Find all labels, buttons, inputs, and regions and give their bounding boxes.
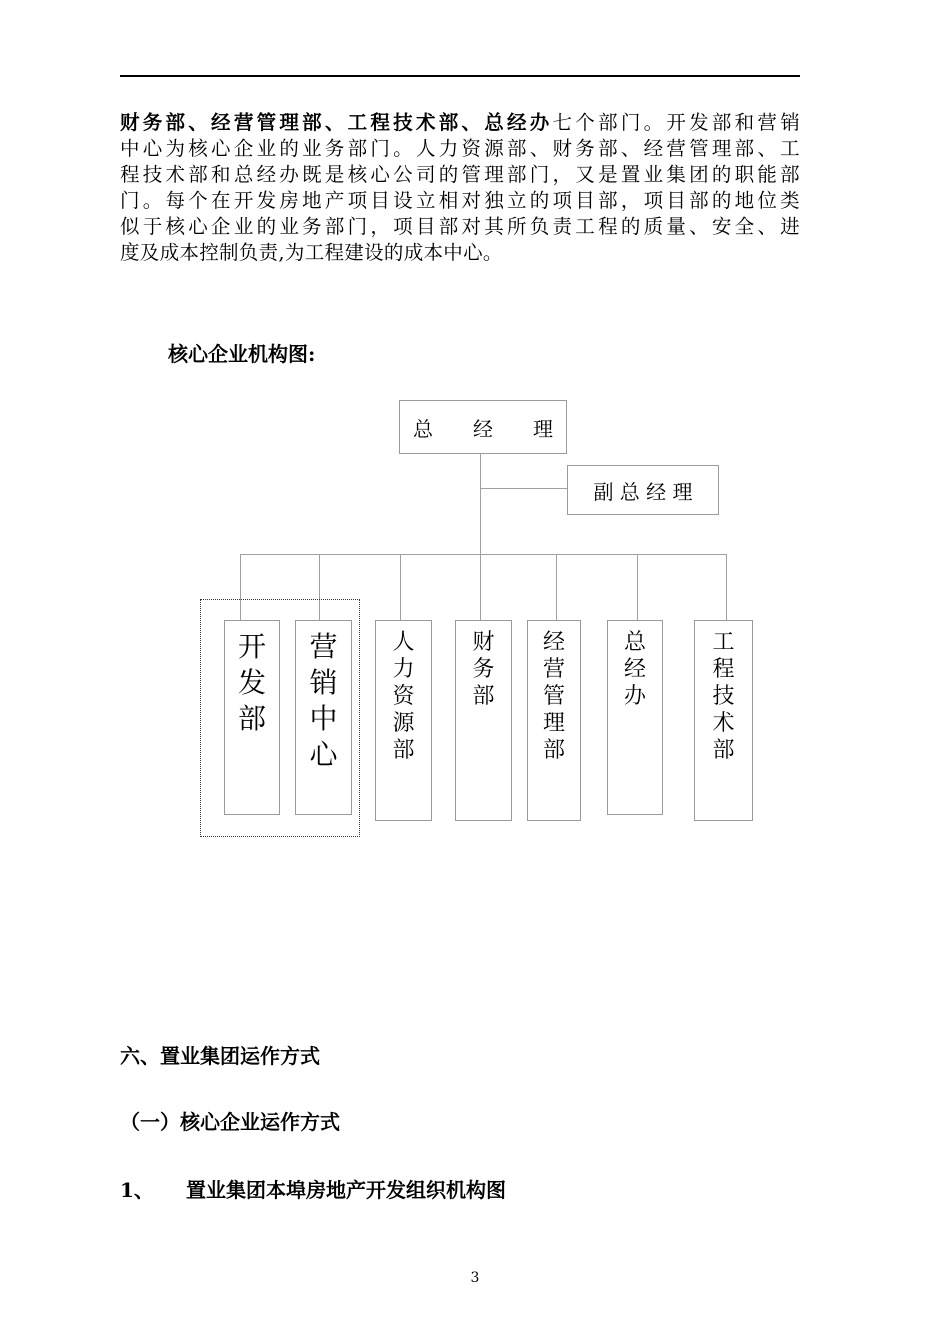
dept-box-dev <box>224 620 280 815</box>
dept-label-char: 部 <box>237 702 266 735</box>
dept-label-char: 总 <box>623 630 646 655</box>
connector-line <box>480 488 568 489</box>
dept-label-char: 资 <box>392 684 415 709</box>
dept-label-char: 源 <box>392 711 415 736</box>
dept-box-gm-office <box>607 620 663 815</box>
paragraph-text: 七个部门。开发部和营销 <box>552 111 800 134</box>
connector-line <box>637 554 638 620</box>
paragraph-line <box>120 240 800 266</box>
section-heading-6-1-1 <box>120 1174 506 1203</box>
dept-box-marketing <box>295 620 352 815</box>
paragraph-text: 程技术部和总经办既是核心公司的管理部门，又是置业集团的职能部 <box>120 163 800 186</box>
dept-label-char: 财 <box>472 630 495 655</box>
paragraph-text: 中心为核心企业的业务部门。人力资源部、财务部、经营管理部、工 <box>120 137 800 160</box>
dept-label-dev <box>225 621 279 737</box>
connector-line <box>726 554 727 620</box>
dept-label-char: 经 <box>623 657 646 682</box>
connector-line <box>480 554 481 620</box>
connector-line <box>556 554 557 620</box>
paragraph-line <box>120 214 800 240</box>
paragraph-text: 门。每个在开发房地产项目设立相对独立的项目部，项目部的地位类 <box>120 189 800 212</box>
section-number: 1、 <box>120 1178 154 1202</box>
header-rule <box>120 75 800 77</box>
dept-label-char: 营 <box>542 657 565 682</box>
dept-label-char: 经 <box>542 630 565 655</box>
dept-box-operations <box>527 620 581 821</box>
dept-label-char: 部 <box>392 738 415 763</box>
dept-label-char: 力 <box>392 657 415 682</box>
dept-label-marketing <box>296 621 351 773</box>
section-heading-text: 置业集团本埠房地产开发组织机构图 <box>186 1178 506 1202</box>
dept-label-finance <box>456 621 511 710</box>
dept-label-gm-office <box>608 621 662 710</box>
paragraph-line <box>120 136 800 162</box>
dept-label-char: 工 <box>712 630 735 655</box>
dept-box-engineering <box>694 620 753 821</box>
dept-label-char: 程 <box>712 657 735 682</box>
dept-label-char: 理 <box>542 711 565 736</box>
dept-label-char: 发 <box>237 666 266 699</box>
dept-label-operations <box>528 621 580 764</box>
dept-label-char: 办 <box>623 684 646 709</box>
deputy-manager-box <box>567 465 719 515</box>
dept-box-hr <box>375 620 432 821</box>
body-paragraph <box>120 110 800 266</box>
connector-line <box>240 554 727 555</box>
dept-label-char: 销 <box>309 666 338 699</box>
paragraph-text: 度及成本控制负责,为工程建设的成本中心。 <box>120 241 503 264</box>
general-manager-box <box>399 400 567 454</box>
dept-label-char: 中 <box>309 702 338 735</box>
dept-label-char: 人 <box>392 630 415 655</box>
dept-label-char: 心 <box>309 738 338 771</box>
dept-label-char: 部 <box>542 738 565 763</box>
dept-label-hr <box>376 621 431 764</box>
paragraph-line <box>120 162 800 188</box>
connector-line <box>400 554 401 620</box>
paragraph-line <box>120 188 800 214</box>
dept-label-char: 部 <box>712 738 735 763</box>
dept-label-engineering <box>695 621 752 764</box>
dept-box-finance <box>455 620 512 821</box>
bold-dept-list: 财务部、经营管理部、工程技术部、总经办 <box>120 111 553 134</box>
deputy-manager-label: 副 总 经 理 <box>593 479 693 504</box>
connector-line <box>480 454 481 554</box>
section-heading-6: 六、置业集团运作方式 <box>120 1044 320 1068</box>
paragraph-text: 似于核心企业的业务部门，项目部对其所负责工程的质量、安全、进 <box>120 215 800 238</box>
dept-label-char: 术 <box>712 711 735 736</box>
paragraph-line <box>120 110 800 136</box>
page-number: 3 <box>470 1270 480 1286</box>
org-chart-title: 核心企业机构图: <box>168 342 316 366</box>
section-heading-6-1: （一）核心企业运作方式 <box>120 1110 340 1134</box>
dept-label-char: 务 <box>472 657 495 682</box>
dept-label-char: 管 <box>542 684 565 709</box>
dept-label-char: 技 <box>712 684 735 709</box>
general-manager-label: 总 经 理 <box>413 416 553 441</box>
dept-label-char: 开 <box>237 630 266 663</box>
dept-label-char: 部 <box>472 684 495 709</box>
dept-label-char: 营 <box>309 630 338 663</box>
